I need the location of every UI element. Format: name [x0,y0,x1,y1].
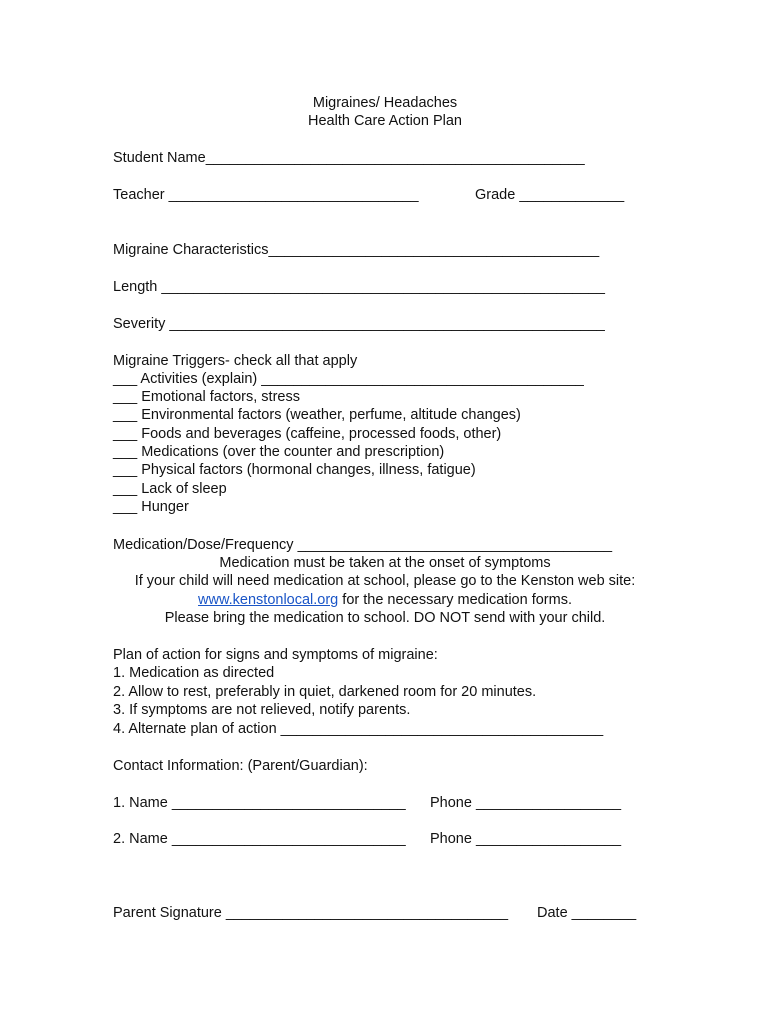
plan-heading: Plan of action for signs and symptoms of migraine: [113,647,438,663]
grade-field[interactable]: Grade _____________ [475,187,625,203]
trigger-item-hunger[interactable]: ___ Hunger [113,499,189,515]
plan-step-2: 2. Allow to rest, preferably in quiet, darkened room for 20 minutes. [113,684,537,700]
page-title-line-1: Migraines/ Headaches [312,95,458,111]
medication-note-website: If your child will need medication at school, please go to the Kenston web site: [134,573,636,589]
triggers-heading: Migraine Triggers- check all that apply [113,353,358,369]
medication-note-onset: Medication must be taken at the onset of symptoms [219,555,551,571]
contact-heading: Contact Information: (Parent/Guardian): [113,758,368,774]
trigger-item-foods[interactable]: ___ Foods and beverages (caffeine, processed foods, other) [113,426,502,442]
teacher-field[interactable]: Teacher _______________________________ [113,187,419,203]
plan-step-3: 3. If symptoms are not relieved, notify parents. [113,702,411,718]
contact-name-1-field[interactable]: 1. Name _____________________________ [113,795,406,811]
page-title-line-2: Health Care Action Plan [308,113,462,129]
trigger-item-activities[interactable]: ___ Activities (explain) ________________________________________ [113,371,584,387]
contact-phone-1-field[interactable]: Phone __________________ [430,795,622,811]
medication-forms-text: for the necessary medication forms. [338,592,572,608]
trigger-item-environmental[interactable]: ___ Environmental factors (weather, perfume, altitude changes) [113,407,521,423]
contact-phone-2-field[interactable]: Phone __________________ [430,831,622,847]
medication-dose-field[interactable]: Medication/Dose/Frequency _______________________________________ [113,537,613,553]
severity-field[interactable]: Severity ______________________________________________________ [113,316,605,332]
plan-step-1: 1. Medication as directed [113,665,275,681]
trigger-item-emotional[interactable]: ___ Emotional factors, stress [113,389,300,405]
student-name-field[interactable]: Student Name_______________________________________________ [113,150,585,166]
trigger-item-sleep[interactable]: ___ Lack of sleep [113,481,227,497]
signature-date-field[interactable]: Date ________ [537,905,637,921]
medication-note-bring: Please bring the medication to school. DO NOT send with your child. [164,610,606,626]
kenston-website-link[interactable]: www.kenstonlocal.org [198,592,339,608]
migraine-characteristics-field[interactable]: Migraine Characteristics_________________________________________ [113,242,600,258]
length-field[interactable]: Length _______________________________________________________ [113,279,605,295]
contact-name-2-field[interactable]: 2. Name _____________________________ [113,831,406,847]
plan-step-4-alternate-field[interactable]: 4. Alternate plan of action ________________________________________ [113,721,604,737]
trigger-item-physical[interactable]: ___ Physical factors (hormonal changes, illness, fatigue) [113,462,476,478]
trigger-item-medications[interactable]: ___ Medications (over the counter and prescription) [113,444,445,460]
medication-note-forms [0,591,770,609]
parent-signature-field[interactable]: Parent Signature ___________________________________ [113,905,509,921]
